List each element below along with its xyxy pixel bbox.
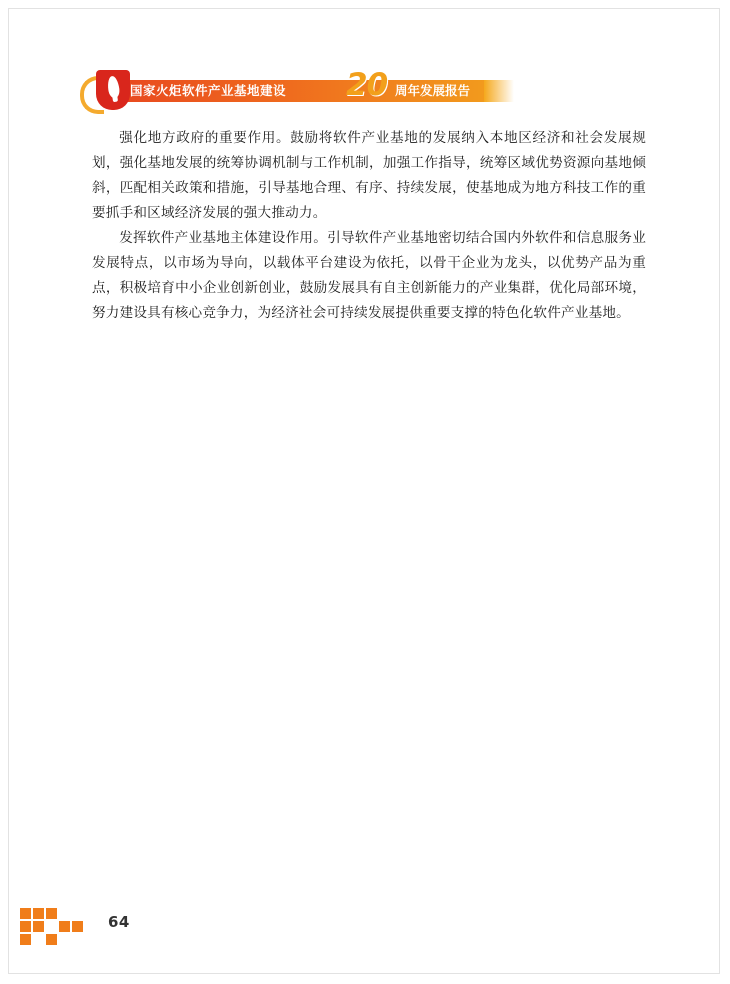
- paragraph: 强化地方政府的重要作用。鼓励将软件产业基地的发展纳入本地区经济和社会发展规划，强化基地发展的统筹协调机制与工作机制，加强工作指导，统筹区域优势资源向基地倾斜，匹配相关政策和措施，引导基地合理、有序、持续发展，使基地成为地方科技工作的重要抓手和区域经济发展的强大推动力。: [92, 130, 646, 221]
- paragraph: 发挥软件产业基地主体建设作用。引导软件产业基地密切结合国内外软件和信息服务业发展特点，以市场为导向，以载体平台建设为依托，以骨干企业为龙头，以优势产品为重点，积极培育中小企业创新创业，鼓励发展具有自主创新能力的产业集群，优化局部环境，努力建设具有核心竞争力，为经济社会可持续发展提供重要支撑的特色化软件产业基地。: [92, 230, 646, 321]
- header-title-pre: 国家火炬软件产业基地建设: [130, 83, 287, 98]
- header-title-post: 周年发展报告: [395, 83, 471, 98]
- page-footer: [20, 908, 220, 948]
- orange-squares-decoration-icon: [20, 908, 98, 942]
- page-content: [92, 126, 646, 326]
- page-header: [60, 68, 670, 112]
- torch-shield-logo-icon: [80, 68, 136, 112]
- page-number: 64: [108, 913, 130, 931]
- header-anniversary-number: 20: [346, 67, 388, 103]
- header-band-fade: [484, 80, 514, 102]
